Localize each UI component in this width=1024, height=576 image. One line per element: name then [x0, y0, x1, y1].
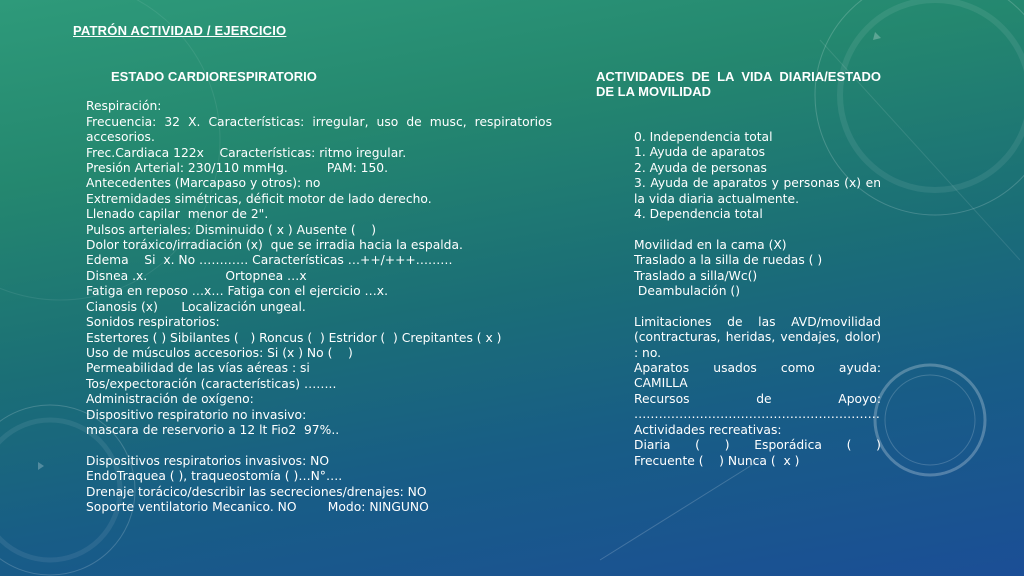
cardio-line: Administración de oxígeno:	[86, 392, 254, 407]
cardio-line: Llenado capilar menor de 2".	[86, 207, 269, 222]
cardio-heading: ESTADO CARDIORESPIRATORIO	[111, 69, 317, 84]
cardio-line: EndoTraquea ( ), traqueostomía ( )…N°….	[86, 469, 343, 484]
cardio-line: Presión Arterial: 230/110 mmHg. PAM: 150.	[86, 161, 389, 176]
sporadic-close-paren: )	[876, 438, 881, 453]
recreational-label: Actividades recreativas:	[634, 422, 782, 437]
resources-label: Recursos de Apoyo:	[634, 391, 881, 406]
cardio-line: Antecedentes (Marcapaso y otros): no	[86, 176, 321, 191]
cardio-line: Uso de músculos accesorios: Si (x ) No ( )	[86, 345, 353, 360]
dependency-level: 3. Ayuda de aparatos y personas (x) en la vida diaria actualmente.	[634, 176, 881, 206]
mobility-item: Movilidad en la cama (X)	[634, 237, 787, 252]
resources-line: ……………………………………………………	[634, 407, 880, 422]
page-title: PATRÓN ACTIVIDAD / EJERCICIO	[73, 23, 287, 38]
spacer	[634, 222, 881, 237]
cardio-line: Cianosis (x) Localización ungeal.	[86, 299, 306, 314]
limitations-text: Limitaciones de las AVD/movilidad (contracturas, heridas, vendajes, dolor) : no.	[634, 314, 881, 360]
daily-open-paren: (	[695, 438, 700, 453]
mobility-item: Deambulación ()	[634, 284, 741, 299]
cardio-line: Dolor toráxico/irradiación (x) que se irradia hacia la espalda.	[86, 238, 463, 253]
cardio-line: Frecuencia: 32 X. Características: irregular, uso de musc, respiratorios accesorios.	[86, 114, 552, 145]
cardio-line: Tos/expectoración (características) ……..	[86, 376, 337, 391]
cardio-line: Permeabilidad de las vías aéreas : si	[86, 361, 310, 376]
dependency-level: 2. Ayuda de personas	[634, 160, 767, 175]
cardio-line: Frec.Cardiaca 122x Características: ritmo iregular.	[86, 145, 407, 160]
cardio-line: Sonidos respiratorios:	[86, 315, 220, 330]
frequency-line: Frecuente ( ) Nunca ( x )	[634, 453, 800, 468]
cardio-line: Dispositivos respiratorios invasivos: NO	[86, 453, 330, 468]
recreational-frequency-row	[634, 438, 881, 453]
sporadic-label: Esporádica	[754, 438, 822, 453]
mobility-section	[596, 69, 881, 469]
dependency-level: 1. Ayuda de aparatos	[634, 145, 766, 160]
cardio-line: Fatiga en reposo …x… Fatiga con el ejercicio …x.	[86, 284, 388, 299]
cardio-line: Pulsos arteriales: Disminuido ( x ) Ausente ( )	[86, 222, 377, 237]
mobility-body	[634, 130, 881, 469]
aids-value: CAMILLA	[634, 376, 688, 391]
sporadic-open-paren: (	[846, 438, 852, 453]
cardio-section	[86, 69, 552, 515]
aids-label: Aparatos usados como ayuda:	[634, 361, 881, 376]
cardio-line: Drenaje torácico/describir las secreciones/drenajes: NO	[86, 484, 427, 499]
dependency-level: 0. Independencia total	[634, 130, 773, 144]
cardio-line: Edema Si x. No ………… Características …++/+++………	[86, 253, 453, 268]
cardio-line: Disnea .x. Ortopnea …x	[86, 268, 307, 283]
cardio-line: mascara de reservorio a 12 lt Fio2 97%..	[86, 422, 340, 437]
mobility-item: Traslado a silla/Wc()	[634, 268, 758, 283]
cardio-line: Respiración:	[86, 99, 162, 114]
cardio-line: Extremidades simétricas, déficit motor de lado derecho.	[86, 191, 432, 206]
dependency-level: 4. Dependencia total	[634, 207, 763, 222]
spacer	[634, 299, 881, 314]
mobility-heading: ACTIVIDADES DE LA VIDA DIARIA/ESTADO DE LA MOVILIDAD	[596, 69, 881, 99]
mobility-item: Traslado a la silla de ruedas ( )	[634, 253, 823, 268]
daily-close-paren: )	[724, 438, 730, 453]
daily-label: Diaria	[634, 438, 671, 453]
spacer	[86, 438, 552, 453]
cardio-line: Soporte ventilatorio Mecanico. NO Modo: NINGUNO	[86, 499, 429, 514]
cardio-line: Dispositivo respiratorio no invasivo:	[86, 407, 307, 422]
cardio-line: Estertores ( ) Sibilantes ( ) Roncus ( ) Estridor ( ) Crepitantes ( x )	[86, 330, 502, 345]
